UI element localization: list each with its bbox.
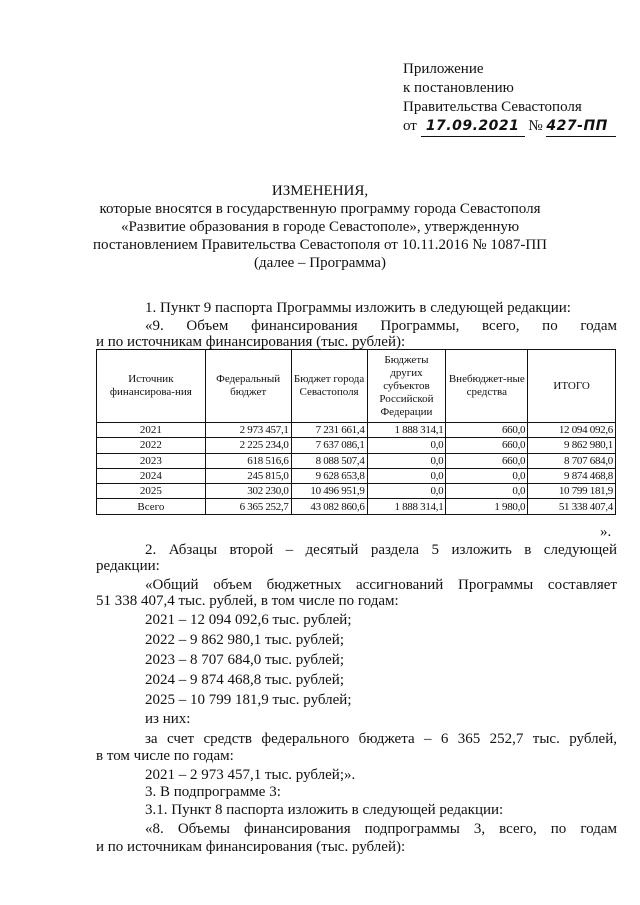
cell-other: 0,0: [367, 484, 446, 499]
cell-other: 1 888 314,1: [367, 423, 446, 438]
col-federal: Федеральный бюджет: [205, 350, 291, 423]
decree-date: 17.09.2021: [421, 117, 525, 137]
cell-federal: 2 973 457,1: [205, 423, 291, 438]
cell-other: 0,0: [367, 438, 446, 453]
section3-paragraph-2: 3.1. Пункт 8 паспорта изложить в следующей редакции:: [145, 802, 504, 818]
federal-funding-line: за счет средств федерального бюджета – 6 365 252,7 тыс. рублей,: [145, 731, 617, 747]
section1-paragraph-2: «9. Объем финансирования Программы, всего, по годам: [145, 318, 617, 334]
cell-total: 9 862 980,1: [528, 438, 616, 453]
table-row: [97, 468, 616, 483]
col-source: Источник финансирова-ния: [97, 350, 206, 423]
title-line-1: которые вносятся в государственную программу города Севастополя: [99, 201, 541, 217]
cell-city: 10 496 951,9: [291, 484, 367, 499]
cell-year: 2021: [97, 423, 206, 438]
year-2022-line: 2022 – 9 862 980,1 тыс. рублей;: [145, 632, 344, 648]
year-2024-line: 2024 – 9 874 468,8 тыс. рублей;: [145, 672, 344, 688]
cell-total-label: Всего: [97, 499, 206, 514]
cell-extrabudget: 660,0: [446, 423, 528, 438]
cell-total: 8 707 684,0: [528, 453, 616, 468]
col-extrabudget: Внебюджет-ные средства: [446, 350, 528, 423]
header-line-1: Приложение: [403, 61, 484, 77]
year-2025-line: 2025 – 10 799 181,9 тыс. рублей;: [145, 692, 352, 708]
cell-year: 2022: [97, 438, 206, 453]
cell-total: 12 094 092,6: [528, 423, 616, 438]
cell-extrabudget: 0,0: [446, 484, 528, 499]
document-heading: ИЗМЕНЕНИЯ,: [271, 183, 369, 199]
from-label: от: [403, 118, 417, 134]
section2-paragraph-2: «Общий объем бюджетных ассигнований Программы составляет: [145, 577, 617, 593]
cell-city: 7 637 086,1: [291, 438, 367, 453]
cell-extrabudget: 660,0: [446, 438, 528, 453]
section3-paragraph-3: «8. Объемы финансирования подпрограммы 3, всего, по годам: [145, 821, 617, 837]
col-other-subjects: Бюджеты других субъектов Российской Федерации: [367, 350, 446, 423]
header-date-line: [403, 117, 616, 137]
year-2021-line: 2021 – 12 094 092,6 тыс. рублей;: [145, 612, 352, 628]
cell-city: 7 231 661,4: [291, 423, 367, 438]
financing-table: [96, 349, 616, 515]
cell-extrabudget: 0,0: [446, 468, 528, 483]
cell-other: 0,0: [367, 453, 446, 468]
cell-city: 9 628 653,8: [291, 468, 367, 483]
section3-paragraph-3b: и по источникам финансирования (тыс. рублей):: [96, 839, 406, 855]
cell-year: 2023: [97, 453, 206, 468]
col-city: Бюджет города Севастополя: [291, 350, 367, 423]
cell-total: 10 799 181,9: [528, 484, 616, 499]
cell-total: 9 874 468,8: [528, 468, 616, 483]
cell-other: 0,0: [367, 468, 446, 483]
header-line-2: к постановлению: [403, 80, 514, 96]
section2-paragraph-1b: редакции:: [96, 558, 160, 574]
table-closing-quote: ».: [600, 524, 612, 540]
col-total: ИТОГО: [528, 350, 616, 423]
table-row: [97, 423, 616, 438]
decree-number: 427-ПП: [546, 117, 616, 137]
title-line-4: (далее – Программа): [254, 255, 386, 271]
table-row: [97, 453, 616, 468]
cell-city: 43 082 860,6: [291, 499, 367, 514]
cell-year: 2024: [97, 468, 206, 483]
cell-federal: 6 365 252,7: [205, 499, 291, 514]
table-total-row: [97, 499, 616, 514]
cell-city: 8 088 507,4: [291, 453, 367, 468]
section2-paragraph-1: 2. Абзацы второй – десятый раздела 5 изложить в следующей: [145, 542, 617, 558]
federal-2021-line: 2021 – 2 973 457,1 тыс. рублей;».: [145, 767, 356, 783]
cell-federal: 2 225 234,0: [205, 438, 291, 453]
cell-federal: 302 230,0: [205, 484, 291, 499]
number-label: №: [528, 118, 543, 134]
section1-paragraph-1: 1. Пункт 9 паспорта Программы изложить в следующей редакции:: [145, 300, 571, 316]
section1-paragraph-2b: и по источникам финансирования (тыс. рублей):: [96, 334, 406, 350]
cell-other: 1 888 314,1: [367, 499, 446, 514]
federal-funding-line-b: в том числе по годам:: [96, 748, 234, 764]
section2-paragraph-2b: 51 338 407,4 тыс. рублей, в том числе по годам:: [96, 593, 399, 609]
title-line-2: «Развитие образования в городе Севастополе», утвержденную: [120, 219, 520, 235]
title-line-3: постановлением Правительства Севастополя от 10.11.2016 № 1087-ПП: [93, 237, 547, 253]
year-2023-line: 2023 – 8 707 684,0 тыс. рублей;: [145, 652, 344, 668]
cell-extrabudget: 1 980,0: [446, 499, 528, 514]
cell-federal: 618 516,6: [205, 453, 291, 468]
table-header-row: [97, 350, 616, 423]
table-row: [97, 438, 616, 453]
section3-paragraph-1: 3. В подпрограмме 3:: [145, 784, 281, 800]
table-row: [97, 484, 616, 499]
cell-year: 2025: [97, 484, 206, 499]
cell-extrabudget: 660,0: [446, 453, 528, 468]
cell-total: 51 338 407,4: [528, 499, 616, 514]
cell-federal: 245 815,0: [205, 468, 291, 483]
header-line-3: Правительства Севастополя: [403, 99, 582, 115]
of-them-label: из них:: [145, 711, 191, 727]
